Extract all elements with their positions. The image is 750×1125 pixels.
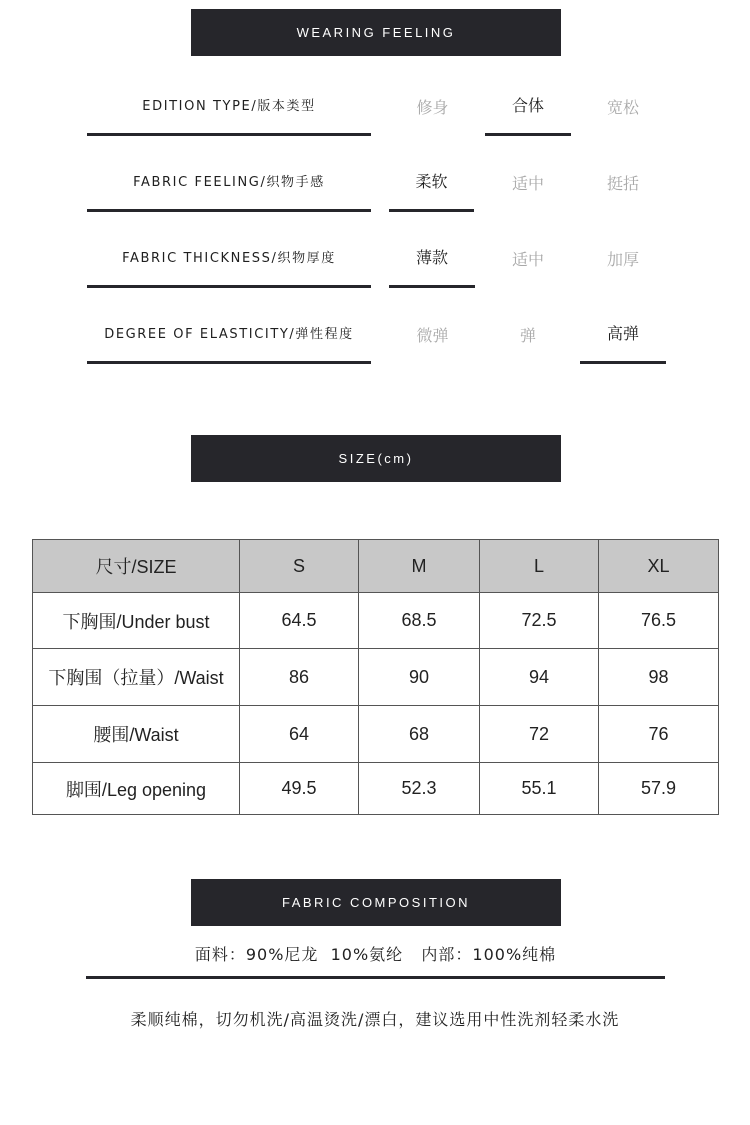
- table-cell: 86: [240, 649, 359, 706]
- wearing-feeling-banner: WEARING FEELING: [191, 9, 561, 56]
- feeling-option: 加厚: [606, 249, 639, 269]
- size-table: [32, 539, 719, 815]
- feeling-row-fabric-feeling: [0, 152, 750, 212]
- table-cell: 55.1: [480, 763, 599, 815]
- feeling-option-selected: 高弹: [580, 304, 666, 364]
- feeling-label: FABRIC THICKNESS/织物厚度: [87, 228, 371, 288]
- table-cell: 72: [480, 706, 599, 763]
- table-cell: 脚围/Leg opening: [33, 763, 240, 815]
- table-row: [33, 593, 719, 649]
- table-header-row: [33, 540, 719, 593]
- feeling-option: 修身: [416, 97, 449, 117]
- table-row: [33, 649, 719, 706]
- table-cell: 64: [240, 706, 359, 763]
- composition-text: 面料：90%尼龙 10%氨纶 内部：100%纯棉: [86, 930, 665, 979]
- table-cell: 57.9: [599, 763, 719, 815]
- feeling-row-edition-type: [0, 76, 750, 136]
- table-cell: 腰围/Waist: [33, 706, 240, 763]
- table-cell: 98: [599, 649, 719, 706]
- table-header-cell: S: [240, 540, 359, 593]
- feeling-label: DEGREE OF ELASTICITY/弹性程度: [87, 304, 371, 364]
- fabric-composition-banner: FABRIC COMPOSITION: [191, 879, 561, 926]
- feeling-label: FABRIC FEELING/织物手感: [87, 152, 371, 212]
- table-row: [33, 706, 719, 763]
- feeling-row-fabric-thickness: [0, 228, 750, 288]
- table-cell: 52.3: [359, 763, 480, 815]
- feeling-option: 微弹: [416, 325, 449, 345]
- table-cell: 68.5: [359, 593, 480, 649]
- feeling-option: 适中: [511, 249, 544, 269]
- table-header-cell: 尺寸/SIZE: [33, 540, 240, 593]
- table-row: [33, 763, 719, 815]
- table-header-cell: XL: [599, 540, 719, 593]
- feeling-label: EDITION TYPE/版本类型: [87, 76, 371, 136]
- size-banner: SIZE(cm): [191, 435, 561, 482]
- table-cell: 72.5: [480, 593, 599, 649]
- feeling-option: 宽松: [606, 97, 639, 117]
- table-cell: 68: [359, 706, 480, 763]
- table-cell: 下胸围（拉量）/Waist: [33, 649, 240, 706]
- table-cell: 49.5: [240, 763, 359, 815]
- feeling-option-selected: 柔软: [389, 152, 474, 212]
- feeling-option: 挺括: [606, 173, 639, 193]
- table-cell: 76.5: [599, 593, 719, 649]
- table-header-cell: L: [480, 540, 599, 593]
- feeling-option: 适中: [511, 173, 544, 193]
- feeling-option-selected: 薄款: [389, 228, 475, 288]
- feeling-row-elasticity: [0, 304, 750, 364]
- feeling-option-selected: 合体: [485, 76, 571, 136]
- table-cell: 下胸围/Under bust: [33, 593, 240, 649]
- table-cell: 94: [480, 649, 599, 706]
- table-cell: 76: [599, 706, 719, 763]
- table-cell: 90: [359, 649, 480, 706]
- table-header-cell: M: [359, 540, 480, 593]
- feeling-option: 弹: [519, 325, 536, 345]
- care-instructions: 柔顺纯棉，切勿机洗/高温烫洗/漂白，建议选用中性洗剂轻柔水洗: [130, 1009, 620, 1029]
- table-cell: 64.5: [240, 593, 359, 649]
